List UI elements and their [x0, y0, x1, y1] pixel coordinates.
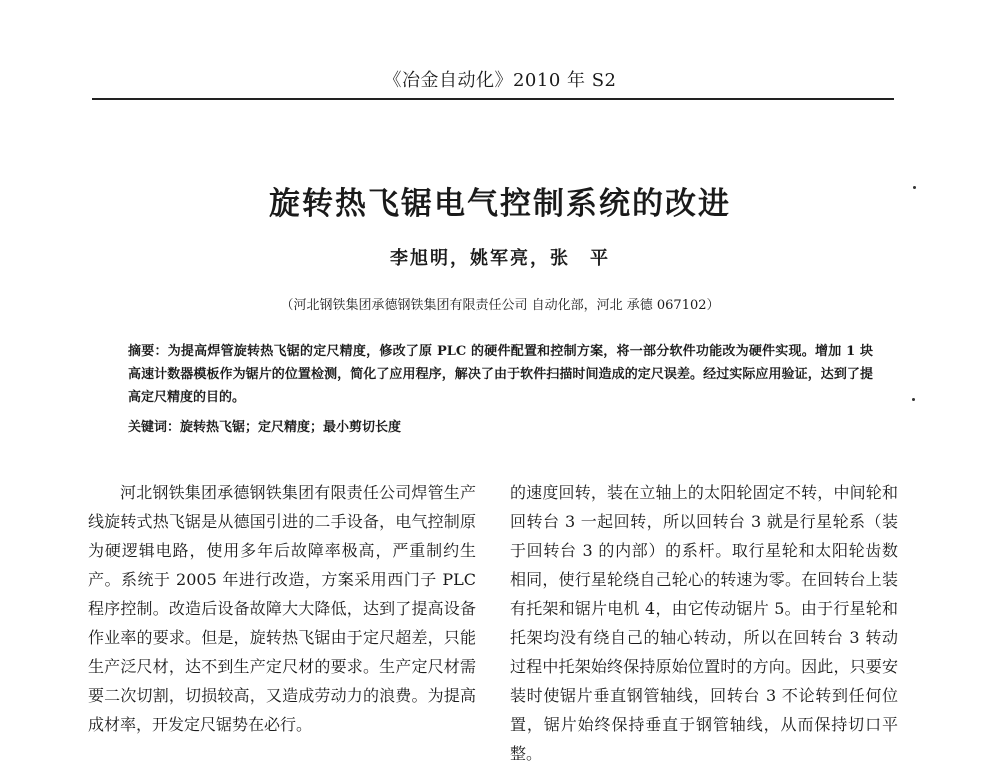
body-left-column: 河北钢铁集团承德钢铁集团有限责任公司焊管生产线旋转式热飞锯是从德国引进的二手设备，电气控制原为硬逻辑电路，使用多年后故障率极高，严重制约生产。系统于 2005 年进行改造，方案采用西门子 PLC 程序控制。改造后设备故障大大降低，达到了提高设备作业率的要求。但是，旋转热飞锯由于定尺超差，只能生产泛尺材，达不到生产定尺材的要求。生产定尺材需要二次切割，切损较高，又造成劳动力的浪费。为提高成材率，开发定尺锯势在必行。 [88, 483, 476, 734]
paper-title: 旋转热飞锯电气控制系统的改进 [269, 186, 731, 222]
keywords [128, 416, 873, 439]
abstract [128, 340, 873, 409]
header-rule [92, 98, 894, 100]
keywords-text: 旋转热飞锯；定尺精度；最小剪切长度 [180, 420, 402, 435]
body-right-column: 的速度回转，装在立轴上的太阳轮固定不转，中间轮和回转台 3 一起回转，所以回转台 3 就是行星轮系（装于回转台 3 的内部）的系杆。取行星轮和太阳轮齿数相同，使行星轮绕自己轮心的转速为零。在回转台上装有托架和锯片电机 4，由它传动锯片 5。由于行星轮和托架均没有绕自己的轴心转动，所以在回转台 3 转动过程中托架始终保持原始位置时的方向。因此，只要安装时使锯片垂直钢管轴线，回转台 3 不论转到任何位置，锯片始终保持垂直于钢管轴线，从而保持切口平整。 [510, 483, 898, 763]
keywords-label: 关键词： [128, 420, 181, 435]
affiliation: （河北钢铁集团承德钢铁集团有限责任公司 自动化部，河北 承德 067102） [280, 298, 720, 313]
abstract-label: 摘要： [128, 344, 168, 359]
scan-speck [912, 398, 915, 401]
abstract-text: 为提高焊管旋转热飞锯的定尺精度，修改了原 PLC 的硬件配置和控制方案，将一部分软件功能改为硬件实现。增加 1 块高速计数器模板作为锯片的位置检测，简化了应用程序，解决了由于软件扫描时间造成的定尺误差。经过实际应用验证，达到了提高定尺精度的目的。 [128, 344, 873, 405]
scan-speck [913, 186, 916, 189]
journal-header: 《冶金自动化》2010 年 S2 [383, 70, 617, 91]
authors: 李旭明，姚军亮，张 平 [390, 248, 610, 269]
